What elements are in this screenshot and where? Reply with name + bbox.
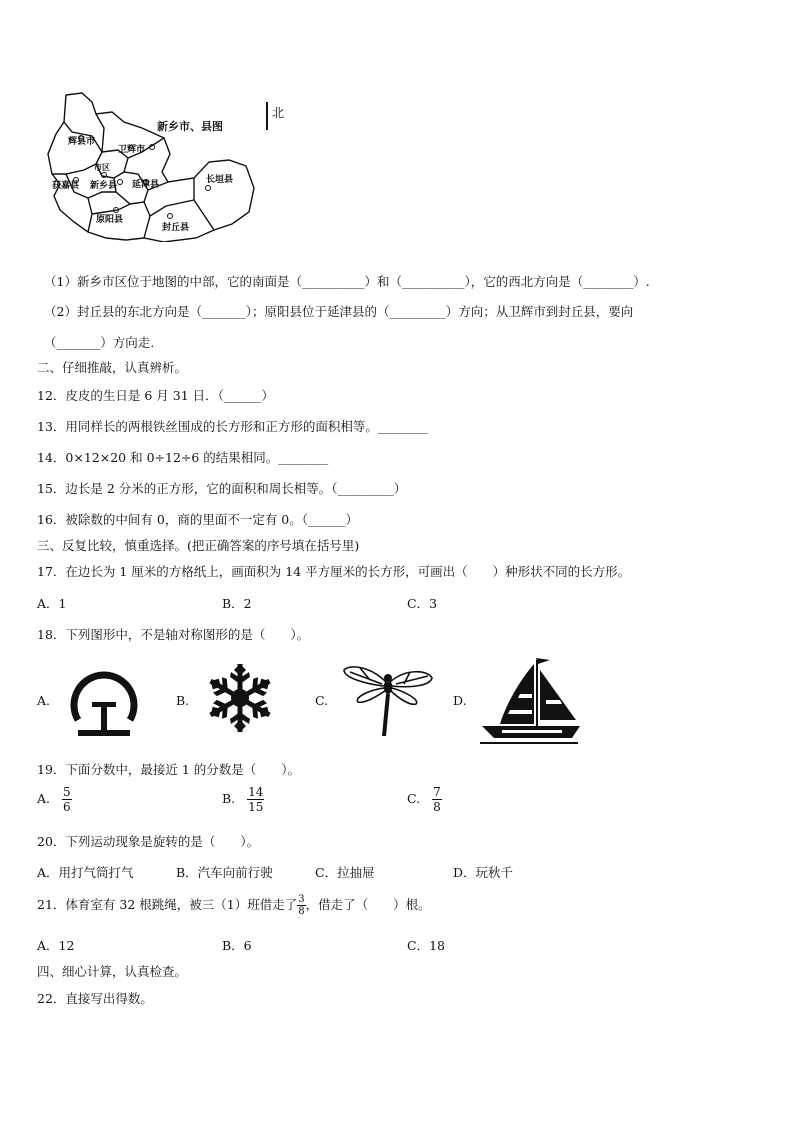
q19-fraction-c-num: 7 bbox=[433, 785, 441, 799]
map-label-shiqu: 市区 bbox=[94, 162, 110, 172]
xinxiang-map bbox=[44, 92, 259, 242]
q19-fraction-b-num: 14 bbox=[248, 785, 264, 799]
q19-option-a bbox=[37, 785, 72, 814]
q18-option-d: D. bbox=[453, 693, 467, 708]
q18-option-b: B. bbox=[176, 693, 190, 708]
q16: 16．被除数的中间有 0，商的里面不一定有 0。（______） bbox=[37, 512, 359, 527]
q19-option-b bbox=[222, 785, 264, 814]
map-label-yanjin: 延津县 bbox=[132, 180, 160, 190]
q21-option-a: A．12 bbox=[37, 938, 75, 953]
dragonfly-icon bbox=[340, 660, 436, 740]
q19-option-c bbox=[407, 785, 442, 814]
q21-option-c: C．18 bbox=[407, 938, 445, 953]
q11-part1: （1）新乡市区位于地图的中部，它的南面是（__________）和（__________），它的西北方向是（________）. bbox=[44, 274, 650, 289]
q20-option-d: D．玩秋千 bbox=[453, 865, 514, 880]
q22: 22．直接写出得数。 bbox=[37, 991, 153, 1006]
q21-stem bbox=[37, 894, 431, 917]
q21-fraction-den: 8 bbox=[298, 906, 305, 917]
q17-option-a: A．1 bbox=[37, 596, 67, 611]
map-label-xinxiang: 新乡县 bbox=[90, 181, 118, 191]
q19-option-b-label: B. bbox=[222, 791, 236, 806]
q19-fraction-c-den: 8 bbox=[433, 800, 441, 814]
q13: 13．用同样长的两根铁丝围成的长方形和正方形的面积相等。________ bbox=[37, 419, 428, 434]
q17-option-b: B．2 bbox=[222, 596, 252, 611]
q21-stem-part2: ，借走了（ ）根。 bbox=[305, 897, 431, 912]
q21-fraction bbox=[297, 894, 305, 917]
q20-stem: 20．下列运动现象是旋转的是（ ）。 bbox=[37, 834, 260, 849]
north-label: 北 bbox=[272, 106, 285, 120]
map-label-huixian: 辉县市 bbox=[68, 137, 96, 147]
map-label-fengqiu: 封丘县 bbox=[162, 223, 190, 233]
snowflake-icon bbox=[202, 660, 278, 736]
q15: 15．边长是 2 分米的正方形，它的面积和周长相等。（_________） bbox=[37, 481, 407, 496]
q19-fraction-b-den: 15 bbox=[248, 800, 264, 814]
q21-fraction-num: 3 bbox=[298, 894, 305, 905]
q19-fraction-a-den: 6 bbox=[63, 800, 71, 814]
q19-fraction-b bbox=[247, 785, 264, 814]
q17-option-c: C．3 bbox=[407, 596, 438, 611]
q12: 12．皮皮的生日是 6 月 31 日．（______） bbox=[37, 388, 274, 403]
q18-option-c: C. bbox=[315, 693, 329, 708]
q20-option-c: C．拉抽屉 bbox=[315, 865, 375, 880]
map-title: 新乡市、县图 bbox=[157, 120, 223, 133]
q19-fraction-c bbox=[432, 785, 442, 814]
q17-stem: 17．在边长为 1 厘米的方格纸上，画面积为 14 平方厘米的长方形，可画出（ ）种形状不同的长方形。 bbox=[37, 564, 631, 579]
q14: 14．0×12×20 和 0÷12÷6 的结果相同。________ bbox=[37, 450, 329, 465]
q19-fraction-a bbox=[62, 785, 72, 814]
q18-stem: 18．下列图形中，不是轴对称图形的是（ ）。 bbox=[37, 627, 310, 642]
section-2-heading: 二、仔细推敲，认真辨析。 bbox=[37, 360, 188, 375]
q18-option-a: A. bbox=[37, 693, 51, 708]
map-label-changyuan: 长垣县 bbox=[206, 175, 234, 185]
q21-option-b: B．6 bbox=[222, 938, 252, 953]
q19-option-a-label: A. bbox=[37, 791, 51, 806]
section-4-heading: 四、细心计算，认真检查。 bbox=[37, 964, 188, 979]
q19-stem: 19．下面分数中，最接近 1 的分数是（ ）。 bbox=[37, 762, 301, 777]
north-arrow-icon bbox=[266, 102, 268, 130]
section-3-heading: 三、反复比较，慎重选择。(把正确答案的序号填在括号里) bbox=[37, 538, 360, 553]
subway-logo-icon bbox=[64, 662, 144, 742]
map-label-weihui: 卫辉市 bbox=[118, 145, 146, 155]
q19-option-c-label: C. bbox=[407, 791, 421, 806]
q20-option-a: A．用打气筒打气 bbox=[37, 865, 134, 880]
q11-part2: （2）封丘县的东北方向是（_______）；原阳县位于延津县的（_________）方向；从卫辉市到封丘县，要向 bbox=[44, 304, 634, 319]
q11-part2-cont: （_______）方向走. bbox=[44, 335, 155, 350]
q20-option-b: B．汽车向前行驶 bbox=[176, 865, 273, 880]
q21-stem-part1: 21．体育室有 32 根跳绳，被三（1）班借走了 bbox=[37, 897, 298, 912]
q19-fraction-a-num: 5 bbox=[63, 785, 71, 799]
map-label-yuanyang: 原阳县 bbox=[96, 215, 124, 225]
sailboat-icon bbox=[476, 654, 582, 746]
map-label-huojia: 获嘉县 bbox=[52, 181, 80, 191]
